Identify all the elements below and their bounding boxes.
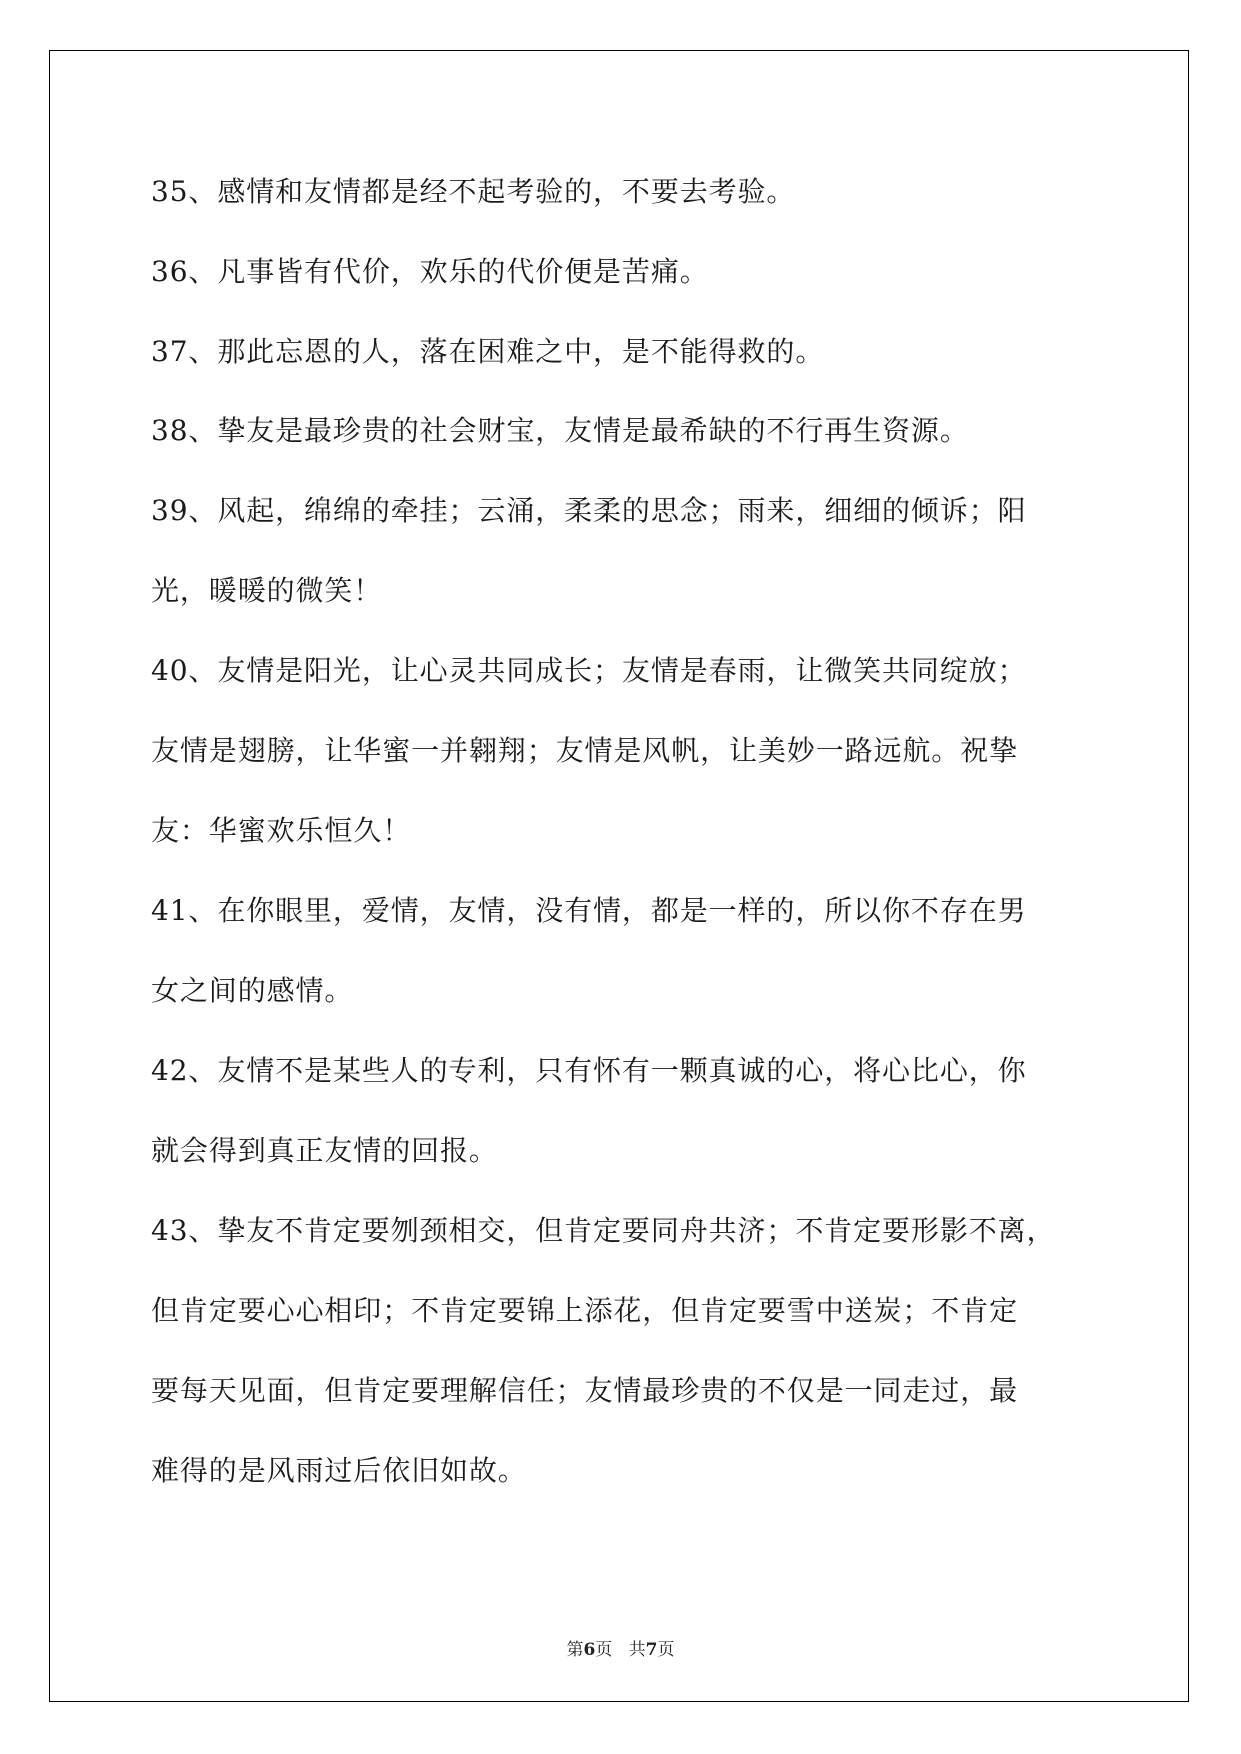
text-line: 36、凡事皆有代价，欢乐的代价便是苦痛。 xyxy=(151,255,709,288)
text-line: 41、在你眼里，爱情，友情，没有情，都是一样的，所以你不存在男 xyxy=(151,894,1027,927)
text-line: 女之间的感情。 xyxy=(151,974,354,1007)
text-line: 光，暖暖的微笑！ xyxy=(151,574,383,607)
text-line: 43、挚友不肯定要刎颈相交，但肯定要同舟共济；不肯定要形影不离， xyxy=(151,1214,1056,1247)
page-total: 7 xyxy=(645,1640,658,1660)
text-line: 要每天见面，但肯定要理解信任；友情最珍贵的不仅是一同走过，最 xyxy=(151,1374,1019,1407)
text-line: 就会得到真正友情的回报。 xyxy=(151,1134,498,1167)
page-footer xyxy=(0,1638,1241,1662)
text-line: 友：华蜜欢乐恒久！ xyxy=(151,814,412,847)
text-line: 37、那此忘恩的人，落在困难之中，是不能得救的。 xyxy=(151,335,825,368)
text-line: 38、挚友是最珍贵的社会财宝，友情是最希缺的不行再生资源。 xyxy=(151,414,969,447)
total-unit: 页 xyxy=(657,1640,675,1660)
text-line: 39、风起，绵绵的牵挂；云涌，柔柔的思念；雨来，细细的倾诉；阳 xyxy=(151,494,1027,527)
text-line: 难得的是风雨过后依旧如故。 xyxy=(151,1454,527,1487)
text-line: 但肯定要心心相印；不肯定要锦上添花，但肯定要雪中送炭；不肯定 xyxy=(151,1294,1019,1327)
text-line: 42、友情不是某些人的专利，只有怀有一颗真诚的心，将心比心，你 xyxy=(151,1054,1027,1087)
page-unit: 页 xyxy=(595,1640,613,1660)
text-line: 友情是翅膀，让华蜜一并翱翔；友情是风帆，让美妙一路远航。祝挚 xyxy=(151,734,1019,767)
text-line: 40、友情是阳光，让心灵共同成长；友情是春雨，让微笑共同绽放； xyxy=(151,654,1027,687)
total-prefix: 共 xyxy=(628,1640,646,1660)
page-prefix: 第 xyxy=(566,1640,584,1660)
page-current: 6 xyxy=(583,1640,596,1660)
text-line: 35、感情和友情都是经不起考验的，不要去考验。 xyxy=(151,175,796,208)
